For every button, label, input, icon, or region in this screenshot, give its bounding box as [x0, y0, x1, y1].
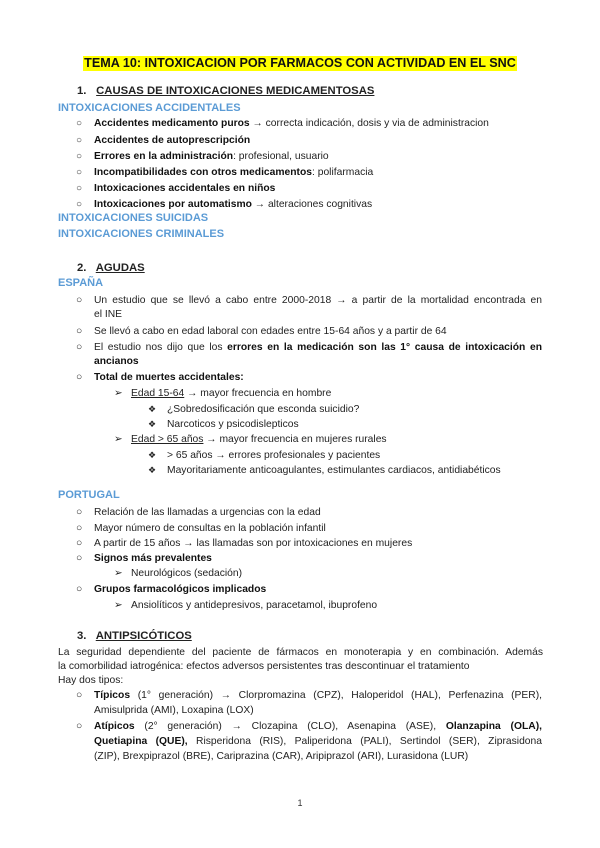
item-bold: ancianos	[94, 356, 139, 367]
circle-bullet-icon: ○	[76, 183, 83, 194]
sub-sub-text: Narcoticos y psicodislepticos	[167, 419, 299, 430]
item-text: (1° generación) → Clorpromazina (CPZ), Haloperidol (HAL), Perfenazina (PER),	[130, 690, 542, 701]
item-text: Risperidona (RIS), Paliperidona (PALI), Sertindol (SER), Ziprasidona	[187, 736, 542, 747]
diamond-bullet-icon: ❖	[148, 404, 157, 414]
heading-accidentales: INTOXICACIONES ACCIDENTALES	[58, 102, 241, 114]
item-bold: errores en la medicación son las 1° causa de intoxicación en	[227, 342, 542, 353]
section-3-title: ANTIPSICÓTICOS	[95, 630, 192, 642]
circle-bullet-icon: ○	[76, 167, 83, 178]
item-bold: Quetiapina (QUE),	[94, 736, 188, 747]
edad-label: Edad > 65 años	[131, 434, 204, 445]
item-bold: Signos más prevalentes	[94, 553, 212, 564]
circle-bullet-icon: ○	[76, 721, 83, 732]
section-2-number: 2.	[77, 262, 87, 274]
item-rest: → correcta indicación, dosis y via de administracion	[249, 118, 489, 129]
circle-bullet-icon: ○	[76, 553, 83, 564]
paragraph-line: La seguridad dependiente del paciente de fármacos en monoterapia y en combinación. Además	[58, 647, 543, 658]
diamond-bullet-icon: ❖	[148, 450, 157, 460]
item-bold: Típicos	[94, 690, 131, 701]
item-bold: Errores en la administración	[94, 151, 234, 162]
sub-sub-text: Mayoritariamente anticoagulantes, estimulantes cardiacos, antidiabéticos	[167, 465, 501, 476]
circle-bullet-icon: ○	[76, 523, 83, 534]
heading-espana: ESPAÑA	[58, 277, 104, 289]
circle-bullet-icon: ○	[76, 372, 83, 383]
item-bold: Incompatibilidades con otros medicamentos	[94, 167, 312, 178]
page-number: 1	[297, 798, 303, 808]
item-text: El estudio nos dijo que los	[94, 342, 228, 353]
edad-label: Edad 15-64	[131, 388, 185, 399]
item-rest: → alteraciones cognitivas	[251, 199, 373, 210]
heading-portugal: PORTUGAL	[58, 489, 120, 501]
circle-bullet-icon: ○	[76, 584, 83, 595]
item-bold: Atípicos	[94, 721, 135, 732]
item-bold: Accidentes medicamento puros	[94, 118, 250, 129]
item-text: Un estudio que se llevó a cabo entre 2000-2018 → a partir de la mortalidad encontrada en	[94, 295, 542, 306]
item-text-cont	[94, 735, 542, 748]
item-text-cont: Amisulprida (AMI), Loxapina (LOX)	[94, 705, 254, 716]
item-bold: Intoxicaciones por automatismo	[94, 199, 252, 210]
circle-bullet-icon: ○	[76, 690, 83, 701]
circle-bullet-icon: ○	[76, 295, 83, 306]
page-title: TEMA 10: INTOXICACION POR FARMACOS CON ACTIVIDAD EN EL SNC	[84, 56, 516, 70]
item-bold: Total de muertes accidentales:	[94, 372, 244, 383]
section-1-title: CAUSAS DE INTOXICACIONES MEDICAMENTOSAS	[96, 85, 375, 97]
sub-sub-text: > 65 años → errores profesionales y pacientes	[167, 450, 381, 461]
item-rest: : polifarmacia	[312, 167, 374, 178]
circle-bullet-icon: ○	[76, 118, 83, 129]
paragraph-line: Hay dos tipos:	[58, 675, 124, 686]
item-rest: : profesional, usuario	[233, 151, 329, 162]
heading-criminales: INTOXICACIONES CRIMINALES	[58, 228, 225, 240]
item-text: Se llevó a cabo en edad laboral con edades entre 15-64 años y a partir de 64	[94, 326, 447, 337]
diamond-bullet-icon: ❖	[148, 419, 157, 429]
section-1-number: 1.	[77, 85, 87, 97]
circle-bullet-icon: ○	[76, 538, 83, 549]
diamond-bullet-icon: ❖	[148, 465, 157, 475]
item-bold: Intoxicaciones accidentales en niños	[94, 183, 276, 194]
item-text: Relación de las llamadas a urgencias con la edad	[94, 507, 321, 518]
arrow-bullet-icon: ➢	[114, 434, 123, 445]
item-text-cont: el INE	[94, 309, 123, 320]
item-text: (2° generación) → Clozapina (CLO), Asenapina (ASE),	[134, 721, 446, 732]
heading-suicidas: INTOXICACIONES SUICIDAS	[58, 212, 209, 224]
item-text-cont	[94, 355, 139, 368]
item-bold: Accidentes de autoprescripción	[94, 135, 251, 146]
arrow-bullet-icon: ➢	[114, 388, 123, 399]
sub-text: Ansiolíticos y antidepresivos, paracetamol, ibuprofeno	[131, 600, 378, 611]
section-2-title: AGUDAS	[95, 262, 145, 274]
circle-bullet-icon: ○	[76, 151, 83, 162]
circle-bullet-icon: ○	[76, 326, 83, 337]
circle-bullet-icon: ○	[76, 199, 83, 210]
section-2-heading	[77, 261, 145, 275]
title-wrap	[0, 54, 600, 72]
sub-sub-text: ¿Sobredosificación que esconda suicidio?	[167, 404, 360, 415]
item-text-cont: (ZIP), Brexpiprazol (BRE), Cariprazina (CAR), Aripiprazol (ARI), Lurasidona (LUR)	[94, 751, 469, 762]
section-1-heading	[77, 84, 374, 98]
item-text: Mayor número de consultas en la población infantil	[94, 523, 326, 534]
paragraph-line: la comorbilidad iatrogénica: efectos adversos persistentes tras descontinuar el tratamiento	[58, 661, 470, 672]
section-3-number: 3.	[77, 630, 87, 642]
circle-bullet-icon: ○	[76, 342, 83, 353]
item-bold: Olanzapina (OLA),	[445, 721, 542, 732]
sub-text: Neurológicos (sedación)	[131, 568, 243, 579]
arrow-bullet-icon: ➢	[114, 568, 123, 579]
section-3-heading	[77, 629, 192, 643]
circle-bullet-icon: ○	[76, 135, 83, 146]
circle-bullet-icon: ○	[76, 507, 83, 518]
arrow-bullet-icon: ➢	[114, 600, 123, 611]
item-text: A partir de 15 años → las llamadas son por intoxicaciones en mujeres	[94, 538, 413, 549]
edad-text: → mayor frecuencia en mujeres rurales	[203, 434, 387, 445]
edad-text: → mayor frecuencia en hombre	[184, 388, 332, 399]
item-bold: Grupos farmacológicos implicados	[94, 584, 267, 595]
